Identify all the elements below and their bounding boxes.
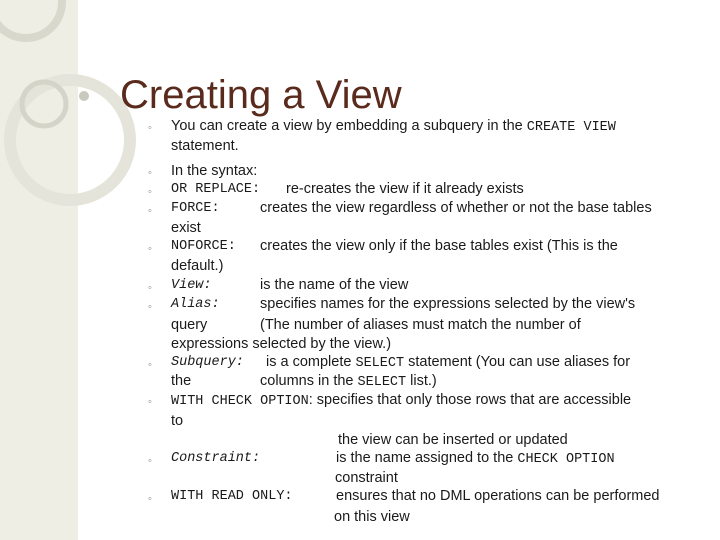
bullet-8-desc-b: statement (You can use aliases for xyxy=(408,354,631,370)
bullet-10-code: Constraint: xyxy=(171,451,261,466)
bullet-8-desc xyxy=(266,353,630,373)
bullet-5-code: NOFORCE: xyxy=(171,239,236,254)
bullet-9-cont-2: the view can be inserted or updated xyxy=(338,432,568,448)
bullet-marker: ◦ xyxy=(148,167,152,179)
bullet-11-code: WITH READ ONLY: xyxy=(171,489,293,504)
bullet-marker: ◦ xyxy=(148,455,152,467)
bullet-marker: ◦ xyxy=(148,122,152,134)
bullet-8-cont-a: the xyxy=(171,373,192,389)
bullet-9-desc: : specifies that only those rows that are accessible xyxy=(308,392,632,408)
bullet-marker: ◦ xyxy=(148,359,152,371)
bullet-1-text xyxy=(171,117,616,137)
bullet-8-cont xyxy=(260,372,437,392)
bullet-11-continuation: on this view xyxy=(334,509,410,525)
bullet-10-desc xyxy=(336,449,615,469)
bullet-3-desc: re-creates the view if it already exists xyxy=(286,181,524,197)
bullet-marker: ◦ xyxy=(148,186,152,198)
bullet-8-desc-a: is a complete xyxy=(266,354,352,370)
bullet-marker: ◦ xyxy=(148,243,152,255)
bullet-marker: ◦ xyxy=(148,282,152,294)
bullet-10-desc-a: is the name assigned to the xyxy=(336,450,514,466)
bullet-8-desc-code: SELECT xyxy=(355,356,405,371)
bullet-5-desc: creates the view only if the base tables exist (This is the xyxy=(260,238,618,254)
bullet-1-continuation: statement. xyxy=(171,138,239,154)
bullet-9-cont-1: to xyxy=(171,413,184,429)
bullet-8-code: Subquery: xyxy=(171,355,244,370)
bullet-6-code: View: xyxy=(171,278,212,293)
bullet-9-text xyxy=(171,391,631,411)
bullet-7-code: Alias: xyxy=(171,297,220,312)
bullet-marker: ◦ xyxy=(148,205,152,217)
bullet-marker: ◦ xyxy=(148,301,152,313)
bullet-5-continuation: default.) xyxy=(171,258,224,274)
bullet-2-text: In the syntax: xyxy=(171,163,258,179)
bullet-marker: ◦ xyxy=(148,396,152,408)
bullet-6-desc: is the name of the view xyxy=(260,277,409,293)
bullet-1-code: CREATE VIEW xyxy=(526,120,616,135)
bullet-3-code: OR REPLACE: xyxy=(171,182,261,197)
bullet-4-code: FORCE: xyxy=(171,201,220,216)
bullet-7-cont-b: (The number of aliases must match the number of xyxy=(260,317,581,333)
bullet-8-cont-b: columns in the xyxy=(260,373,354,389)
bullet-1-prefix: You can create a view by embedding a subquery in the xyxy=(171,118,523,134)
bullet-7-cont-2: expressions selected by the view.) xyxy=(171,336,392,352)
bullet-4-desc: creates the view regardless of whether or not the base tables xyxy=(260,200,652,216)
bullet-4-continuation: exist xyxy=(171,220,201,236)
slide-title: Creating a View xyxy=(120,72,402,117)
bullet-8-cont-code: SELECT xyxy=(357,375,407,390)
bullet-marker: ◦ xyxy=(148,493,152,505)
bullet-11-desc: ensures that no DML operations can be performed xyxy=(336,488,660,504)
bullet-10-continuation: constraint xyxy=(335,470,398,486)
bullet-7-cont-a: query xyxy=(171,317,208,333)
bullet-10-desc-code: CHECK OPTION xyxy=(517,452,615,467)
bullet-8-cont-c: list.) xyxy=(410,373,437,389)
bullet-7-desc: specifies names for the expressions selected by the view's xyxy=(260,296,636,312)
bullet-9-code: WITH CHECK OPTION xyxy=(171,394,309,409)
